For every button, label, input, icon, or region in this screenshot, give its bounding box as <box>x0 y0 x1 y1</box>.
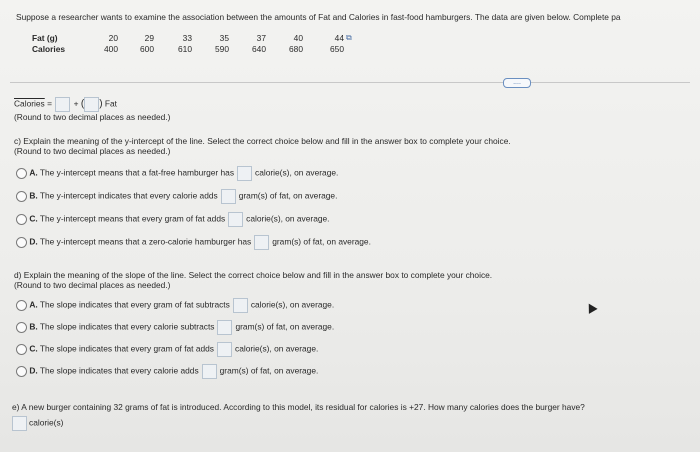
choice-text: The y-intercept means that a zero-calorie hamburger has <box>39 236 252 247</box>
choice-letter: D. <box>29 365 38 376</box>
choice-d-d[interactable] <box>16 364 318 379</box>
answer-input[interactable] <box>221 189 236 204</box>
part-d-note: (Round to two decimal places as needed.) <box>14 280 171 290</box>
table-label-calories: Calories <box>32 44 66 54</box>
choice-text: gram(s) of fat, on average. <box>235 321 335 332</box>
radio-button[interactable] <box>16 366 27 377</box>
part-d-prompt: d) Explain the meaning of the slope of the line. Select the correct choice below and fill in the answer box to complete your choice. <box>14 270 493 280</box>
choice-text: calorie(s), on average. <box>250 299 335 310</box>
table-cell-calories: 400 <box>104 44 118 54</box>
radio-button[interactable] <box>16 322 27 333</box>
answer-input[interactable] <box>228 212 243 227</box>
part-e-prompt: e) A new burger containing 32 grams of fat is introduced. According to this model, its residual for calories is +27. How many calories does the burger have? <box>12 402 585 412</box>
table-cell-fat: 35 <box>219 33 229 43</box>
radio-button[interactable] <box>16 237 27 248</box>
choice-text: The slope indicates that every calorie adds <box>39 365 199 376</box>
choice-text: The y-intercept means that every gram of fat adds <box>39 213 226 224</box>
choice-d-c[interactable] <box>16 342 318 357</box>
choice-letter: A. <box>29 299 38 310</box>
table-cell-fat: 37 <box>256 33 266 43</box>
table-cell-calories: 590 <box>215 44 229 54</box>
table-cell-calories: 680 <box>289 44 303 54</box>
section-divider <box>10 82 690 83</box>
choice-letter: C. <box>29 213 38 224</box>
radio-button[interactable] <box>16 214 27 225</box>
equation-plus: + <box>73 98 79 109</box>
radio-button[interactable] <box>16 191 27 202</box>
open-paren: ( <box>80 98 85 110</box>
intercept-input[interactable] <box>55 97 70 112</box>
radio-button[interactable] <box>16 344 27 355</box>
choice-text: The slope indicates that every gram of fat adds <box>39 343 214 354</box>
table-cell-calories: 600 <box>140 44 154 54</box>
choice-d-a[interactable] <box>16 298 334 313</box>
choice-text: gram(s) of fat, on average. <box>238 190 338 201</box>
table-cell-fat: 44 <box>334 33 344 43</box>
equation-lhs: Calories <box>14 98 45 109</box>
choice-text: calorie(s), on average. <box>246 213 330 224</box>
expand-more-button[interactable]: .... <box>503 78 531 88</box>
table-cell-fat: 20 <box>108 33 118 43</box>
table-cell-fat: 33 <box>182 33 192 43</box>
choice-text: gram(s) of fat, on average. <box>272 236 371 247</box>
radio-button[interactable] <box>16 300 27 311</box>
equation-equals: = <box>47 98 52 109</box>
answer-input[interactable] <box>217 320 232 335</box>
answer-input[interactable] <box>217 342 232 357</box>
choice-text: The slope indicates that every calorie subtracts <box>39 321 215 332</box>
table-cell-fat: 29 <box>144 33 154 43</box>
choice-letter: A. <box>29 167 38 178</box>
radio-button[interactable] <box>16 168 27 179</box>
mouse-cursor-icon <box>584 301 597 314</box>
choice-letter: B. <box>29 190 38 201</box>
regression-equation <box>14 97 117 112</box>
choice-text: calorie(s), on average. <box>255 167 339 178</box>
choice-letter: C. <box>29 343 38 354</box>
choice-c-d[interactable] <box>16 235 371 250</box>
choice-c-b[interactable] <box>16 189 337 204</box>
part-e-answer[interactable] <box>12 416 63 431</box>
choice-d-b[interactable] <box>16 320 334 335</box>
part-c-prompt: c) Explain the meaning of the y-intercept of the line. Select the correct choice below and fill in the answer box to complete your choice. <box>14 136 511 146</box>
answer-input[interactable] <box>202 364 217 379</box>
choice-text: The y-intercept means that a fat-free hamburger has <box>39 167 235 178</box>
answer-input[interactable] <box>254 235 269 250</box>
choice-text: gram(s) of fat, on average. <box>219 365 319 376</box>
choice-text: The y-intercept indicates that every calorie adds <box>39 190 218 201</box>
answer-input[interactable] <box>233 298 248 313</box>
equation-rounding-note: (Round to two decimal places as needed.) <box>14 112 171 122</box>
choice-text: The slope indicates that every gram of fat subtracts <box>39 299 230 310</box>
table-cell-calories: 650 <box>330 44 344 54</box>
question-text: Suppose a researcher wants to examine the association between the amounts of Fat and Calories in fast-food hamburgers. The data are given below. Complete pa <box>16 12 621 22</box>
choice-letter: D. <box>29 236 38 247</box>
answer-input[interactable] <box>12 416 27 431</box>
copy-icon[interactable]: ⧉ <box>346 33 352 42</box>
choice-c-c[interactable] <box>16 212 330 227</box>
table-cell-calories: 610 <box>178 44 192 54</box>
table-cell-fat: 40 <box>293 33 303 43</box>
close-paren: ) <box>99 98 103 110</box>
choice-text: calorie(s), on average. <box>235 343 319 354</box>
choice-letter: B. <box>29 321 38 332</box>
choice-c-a[interactable] <box>16 166 338 181</box>
part-c-note: (Round to two decimal places as needed.) <box>14 146 171 156</box>
slope-input[interactable] <box>84 97 99 112</box>
answer-input[interactable] <box>237 166 252 181</box>
table-cell-calories: 640 <box>252 44 266 54</box>
table-label-fat: Fat (g) <box>32 33 58 43</box>
answer-unit: calorie(s) <box>29 417 64 428</box>
equation-rhs: Fat <box>104 98 117 109</box>
